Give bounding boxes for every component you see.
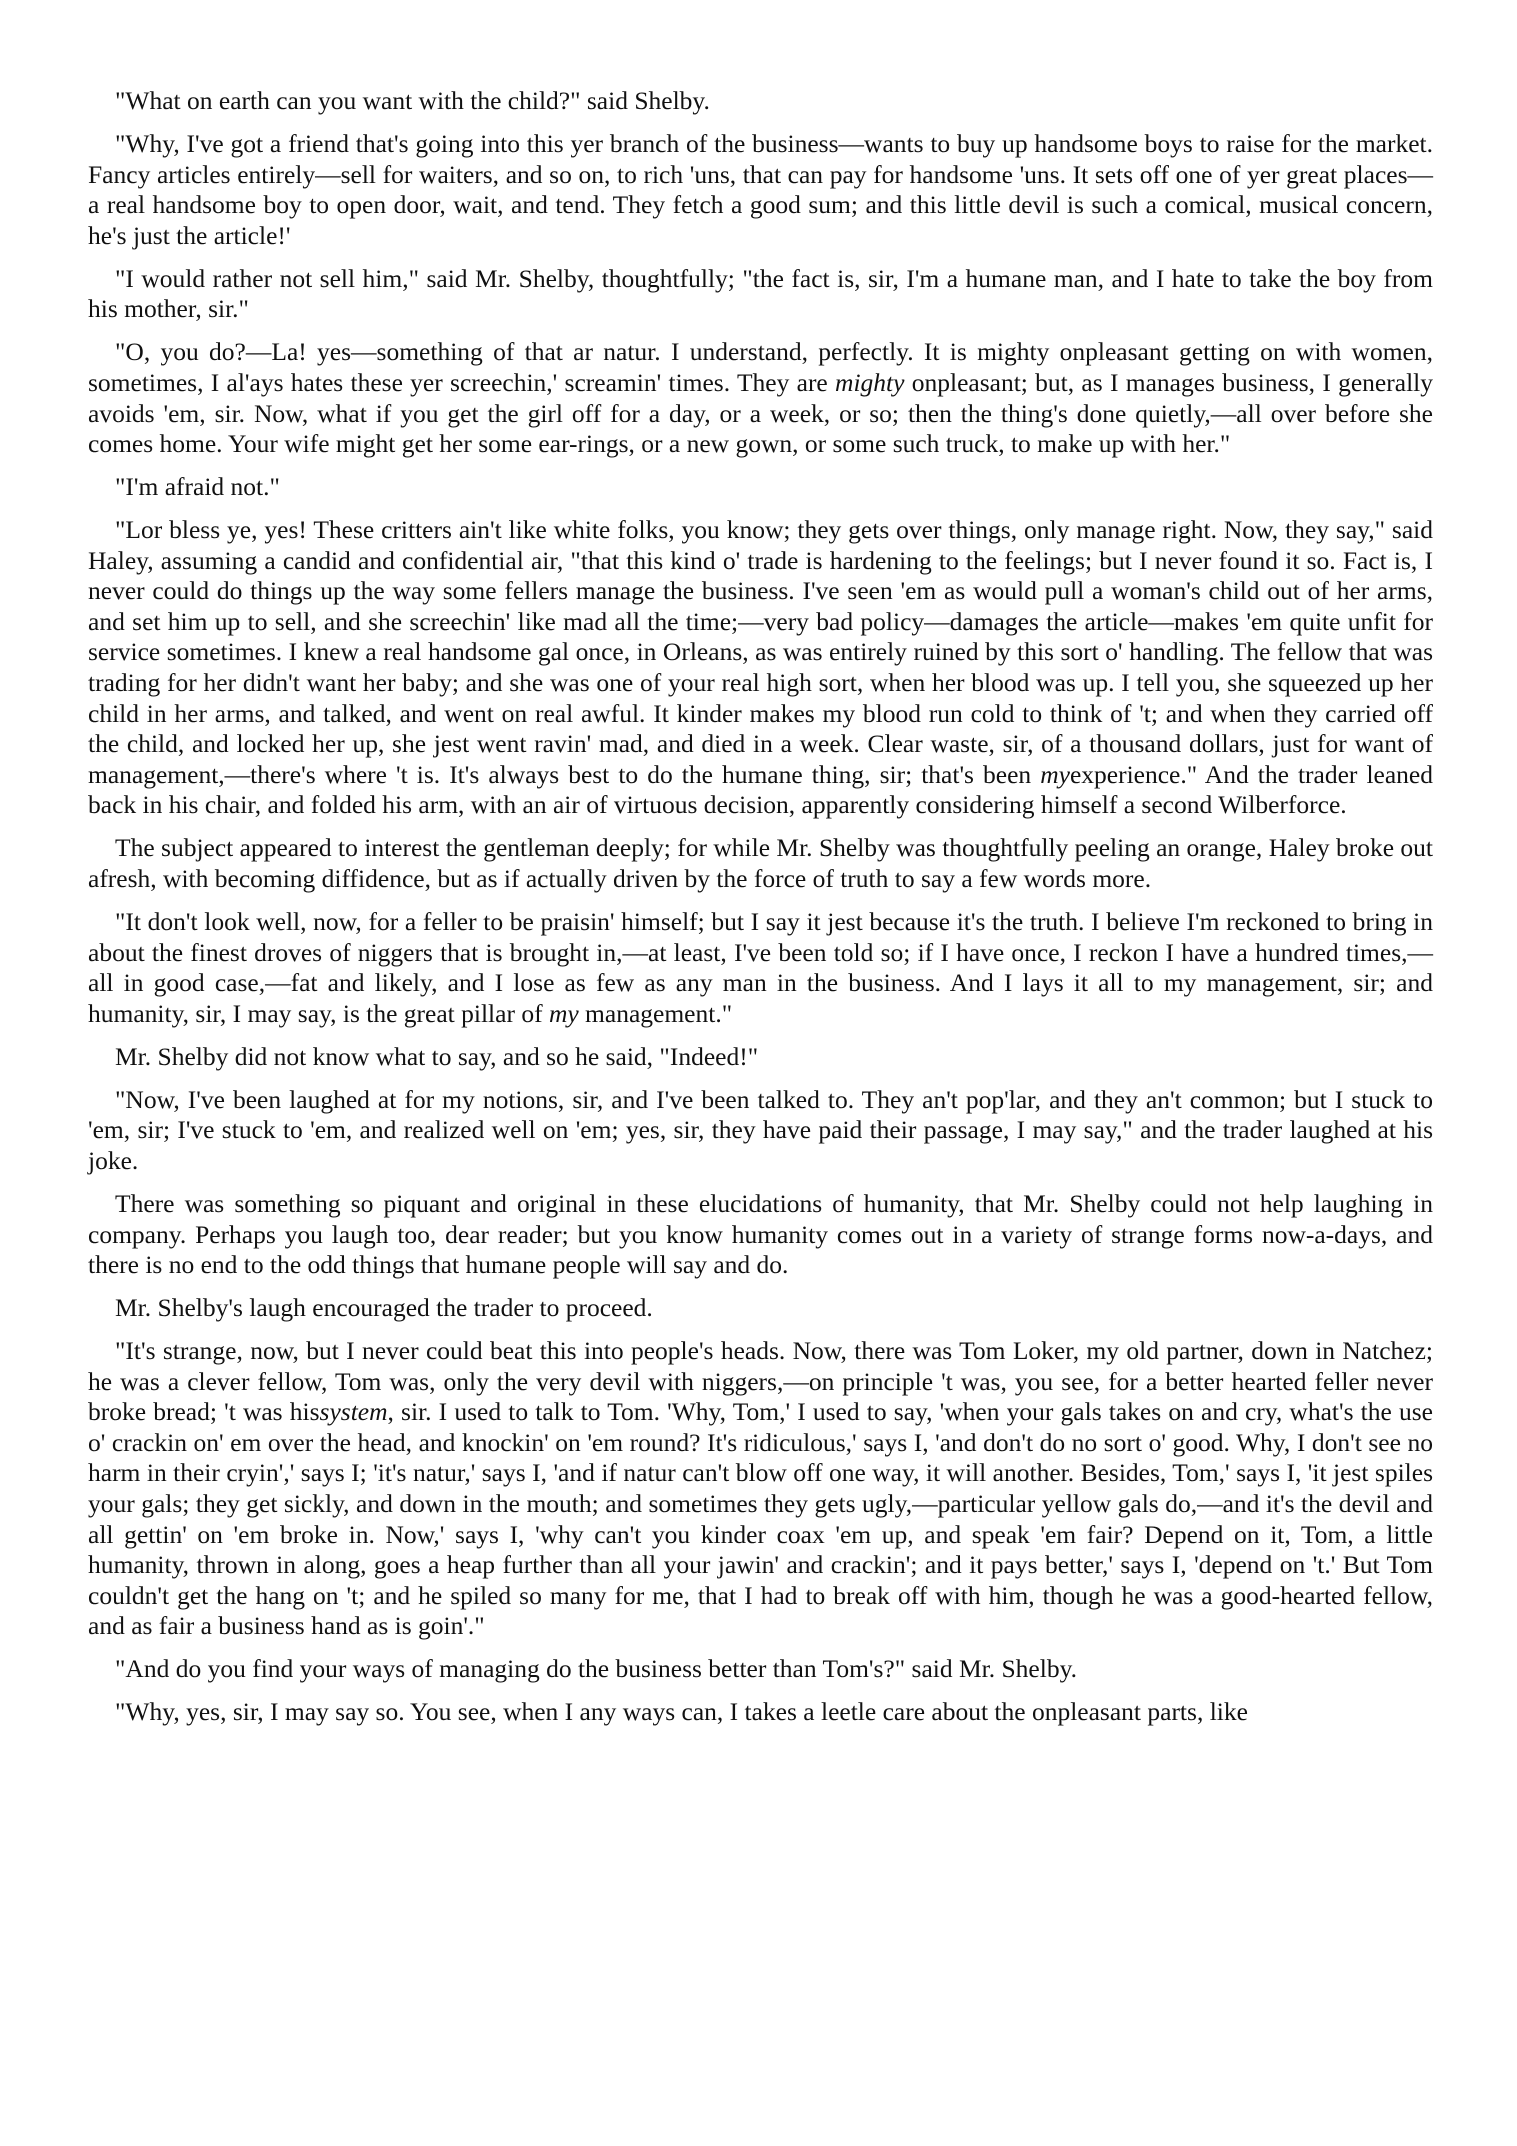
paragraph <box>88 86 1433 117</box>
italic-text: my <box>548 998 579 1028</box>
paragraph <box>88 1085 1433 1177</box>
paragraph <box>88 1654 1433 1685</box>
paragraph <box>88 1293 1433 1324</box>
paragraph <box>88 129 1433 251</box>
text-run: Mr. Shelby's laugh encouraged the trader to proceed. <box>115 1293 653 1323</box>
text-run: There was something so piquant and original in these elucidations of humanity, that Mr. Shelby could not help laughing in company. Perhaps you laugh too, dear reader; but you know humanity comes out in a variety of strange forms now-a-days, and there is no end to the odd things that humane people will say and do. <box>88 1188 1433 1280</box>
text-run: management." <box>578 998 733 1028</box>
text-run: experience." And the trader leaned back in his chair, and folded his arm, with an air of virtuous decision, apparently considering himself a second Wilberforce. <box>88 759 1433 820</box>
text-run: onpleasant; but, as I manages business, I generally avoids 'em, sir. Now, what if you get the girl off for a day, or a week, or so; then the thing's done quietly,—all over before she comes home. Your wife might get her some ear-rings, or a new gown, or some such truck, to make up with her." <box>88 367 1433 459</box>
italic-text: system <box>319 1397 388 1427</box>
paragraph <box>88 515 1433 821</box>
paragraph <box>88 337 1433 459</box>
italic-text: mighty <box>835 367 905 397</box>
text-run: "Now, I've been laughed at for my notions, sir, and I've been talked to. They an't pop'lar, and they an't common; but I stuck to 'em, sir; I've stuck to 'em, and realized well on 'em; yes, sir, they have paid their passage, I may say," and the trader laughed at his joke. <box>88 1084 1433 1175</box>
paragraph <box>88 1697 1433 1728</box>
text-run: "Lor bless ye, yes! These critters ain't like white folks, you know; they gets over things, only manage right. Now, they say," said Haley, assuming a candid and confidential air, "that this kind o' trade is hardening to the feelings; but I never found it so. Fact is, I never could do things up the way some fellers manage the business. I've seen 'em as would pull a woman's child out of her arms, and set him up to sell, and she screechin' like mad all the time;—very bad policy—damages the article—makes 'em quite unfit for service sometimes. I knew a real handsome gal once, in Orleans, as was entirely ruined by this sort o' handling. The fellow that was trading for her didn't want her baby; and she was one of your real high sort, when her blood was up. I tell you, she squeezed up her child in her arms, and talked, and went on real awful. It kinder makes my blood run cold to think of 't; and when they carried off the child, and locked her up, she jest went ravin' mad, and died in a week. Clear waste, sir, of a thousand dollars, just for want of management,—there's where 't is. It's always best to do the humane thing, sir; that's been <box>88 515 1433 789</box>
document-page <box>88 86 1433 1740</box>
text-run: "It don't look well, now, for a feller to be praisin' himself; but I say it jest because it's the truth. I believe I'm reckoned to bring in about the finest droves of niggers that is brought in,—at least, I've been told so; if I have once, I reckon I have a hundred times,—all in good case,—fat and likely, and I lose as few as any man in the business. And I lays it all to my management, sir; and humanity, sir, I may say, is the great pillar of <box>88 906 1433 1028</box>
text-run: , sir. I used to talk to Tom. 'Why, Tom,' I used to say, 'when your gals takes on and cry, what's the use o' crackin on' em over the head, and knockin' on 'em round? It's ridiculous,' says I, 'and don't do no sort o' good. Why, I don't see no harm in their cryin',' says I; 'it's natur,' says I, 'and if natur can't blow off one way, it will another. Besides, Tom,' says I, 'it jest spiles your gals; they get sickly, and down in the mouth; and sometimes they gets ugly,—particular yellow gals do,—and it's the devil and all gettin' on 'em broke in. Now,' says I, 'why can't you kinder coax 'em up, and speak 'em fair? Depend on it, Tom, a little humanity, thrown in along, goes a heap further than all your jawin' and crackin'; and it pays better,' says I, 'depend on 't.' But Tom couldn't get the hang on 't; and he spiled so many for me, that I had to break off with him, though he was a good-hearted fellow, and as fair a business hand as is goin'." <box>88 1397 1433 1641</box>
paragraph <box>88 264 1433 325</box>
paragraph <box>88 472 1433 503</box>
paragraph <box>88 1042 1433 1073</box>
text-run: "O, you do?—La! yes—something of that ar natur. I understand, perfectly. It is mighty onpleasant getting on with women, sometimes, I al'ays hates these yer screechin,' screamin' times. They are <box>88 337 1433 397</box>
text-run: The subject appeared to interest the gentleman deeply; for while Mr. Shelby was thoughtfully peeling an orange, Haley broke out afresh, with becoming diffidence, but as if actually driven by the force of truth to say a few words more. <box>88 833 1433 893</box>
text-run: "Why, I've got a friend that's going into this yer branch of the business—wants to buy up handsome boys to raise for the market. Fancy articles entirely—sell for waiters, and so on, to rich 'uns, that can pay for handsome 'uns. It sets off one of yer great places—a real handsome boy to open door, wait, and tend. They fetch a good sum; and this little devil is such a comical, musical concern, he's just the article!' <box>88 128 1433 250</box>
text-run: Mr. Shelby did not know what to say, and so he said, "Indeed!" <box>115 1041 759 1071</box>
text-run: "I'm afraid not." <box>115 472 280 502</box>
text-run: "What on earth can you want with the child?" said Shelby. <box>115 86 710 115</box>
italic-text: my <box>1040 759 1070 789</box>
text-run: "I would rather not sell him," said Mr. Shelby, thoughtfully; "the fact is, sir, I'm a humane man, and I hate to take the boy from his mother, sir." <box>88 263 1433 324</box>
text-run: "Why, yes, sir, I may say so. You see, when I any ways can, I takes a leetle care about the onpleasant parts, like <box>115 1697 1248 1727</box>
text-run: "It's strange, now, but I never could beat this into people's heads. Now, there was Tom Loker, my old partner, down in Natchez; he was a clever fellow, Tom was, only the very devil with niggers,—on principle 't was, you see, for a better hearted feller never broke bread; 't was his <box>88 1336 1433 1427</box>
paragraph <box>88 907 1433 1029</box>
paragraph <box>88 1336 1433 1642</box>
text-run: "And do you find your ways of managing do the business better than Tom's?" said Mr. Shelby. <box>115 1654 1078 1684</box>
paragraph <box>88 1189 1433 1281</box>
paragraph <box>88 833 1433 894</box>
